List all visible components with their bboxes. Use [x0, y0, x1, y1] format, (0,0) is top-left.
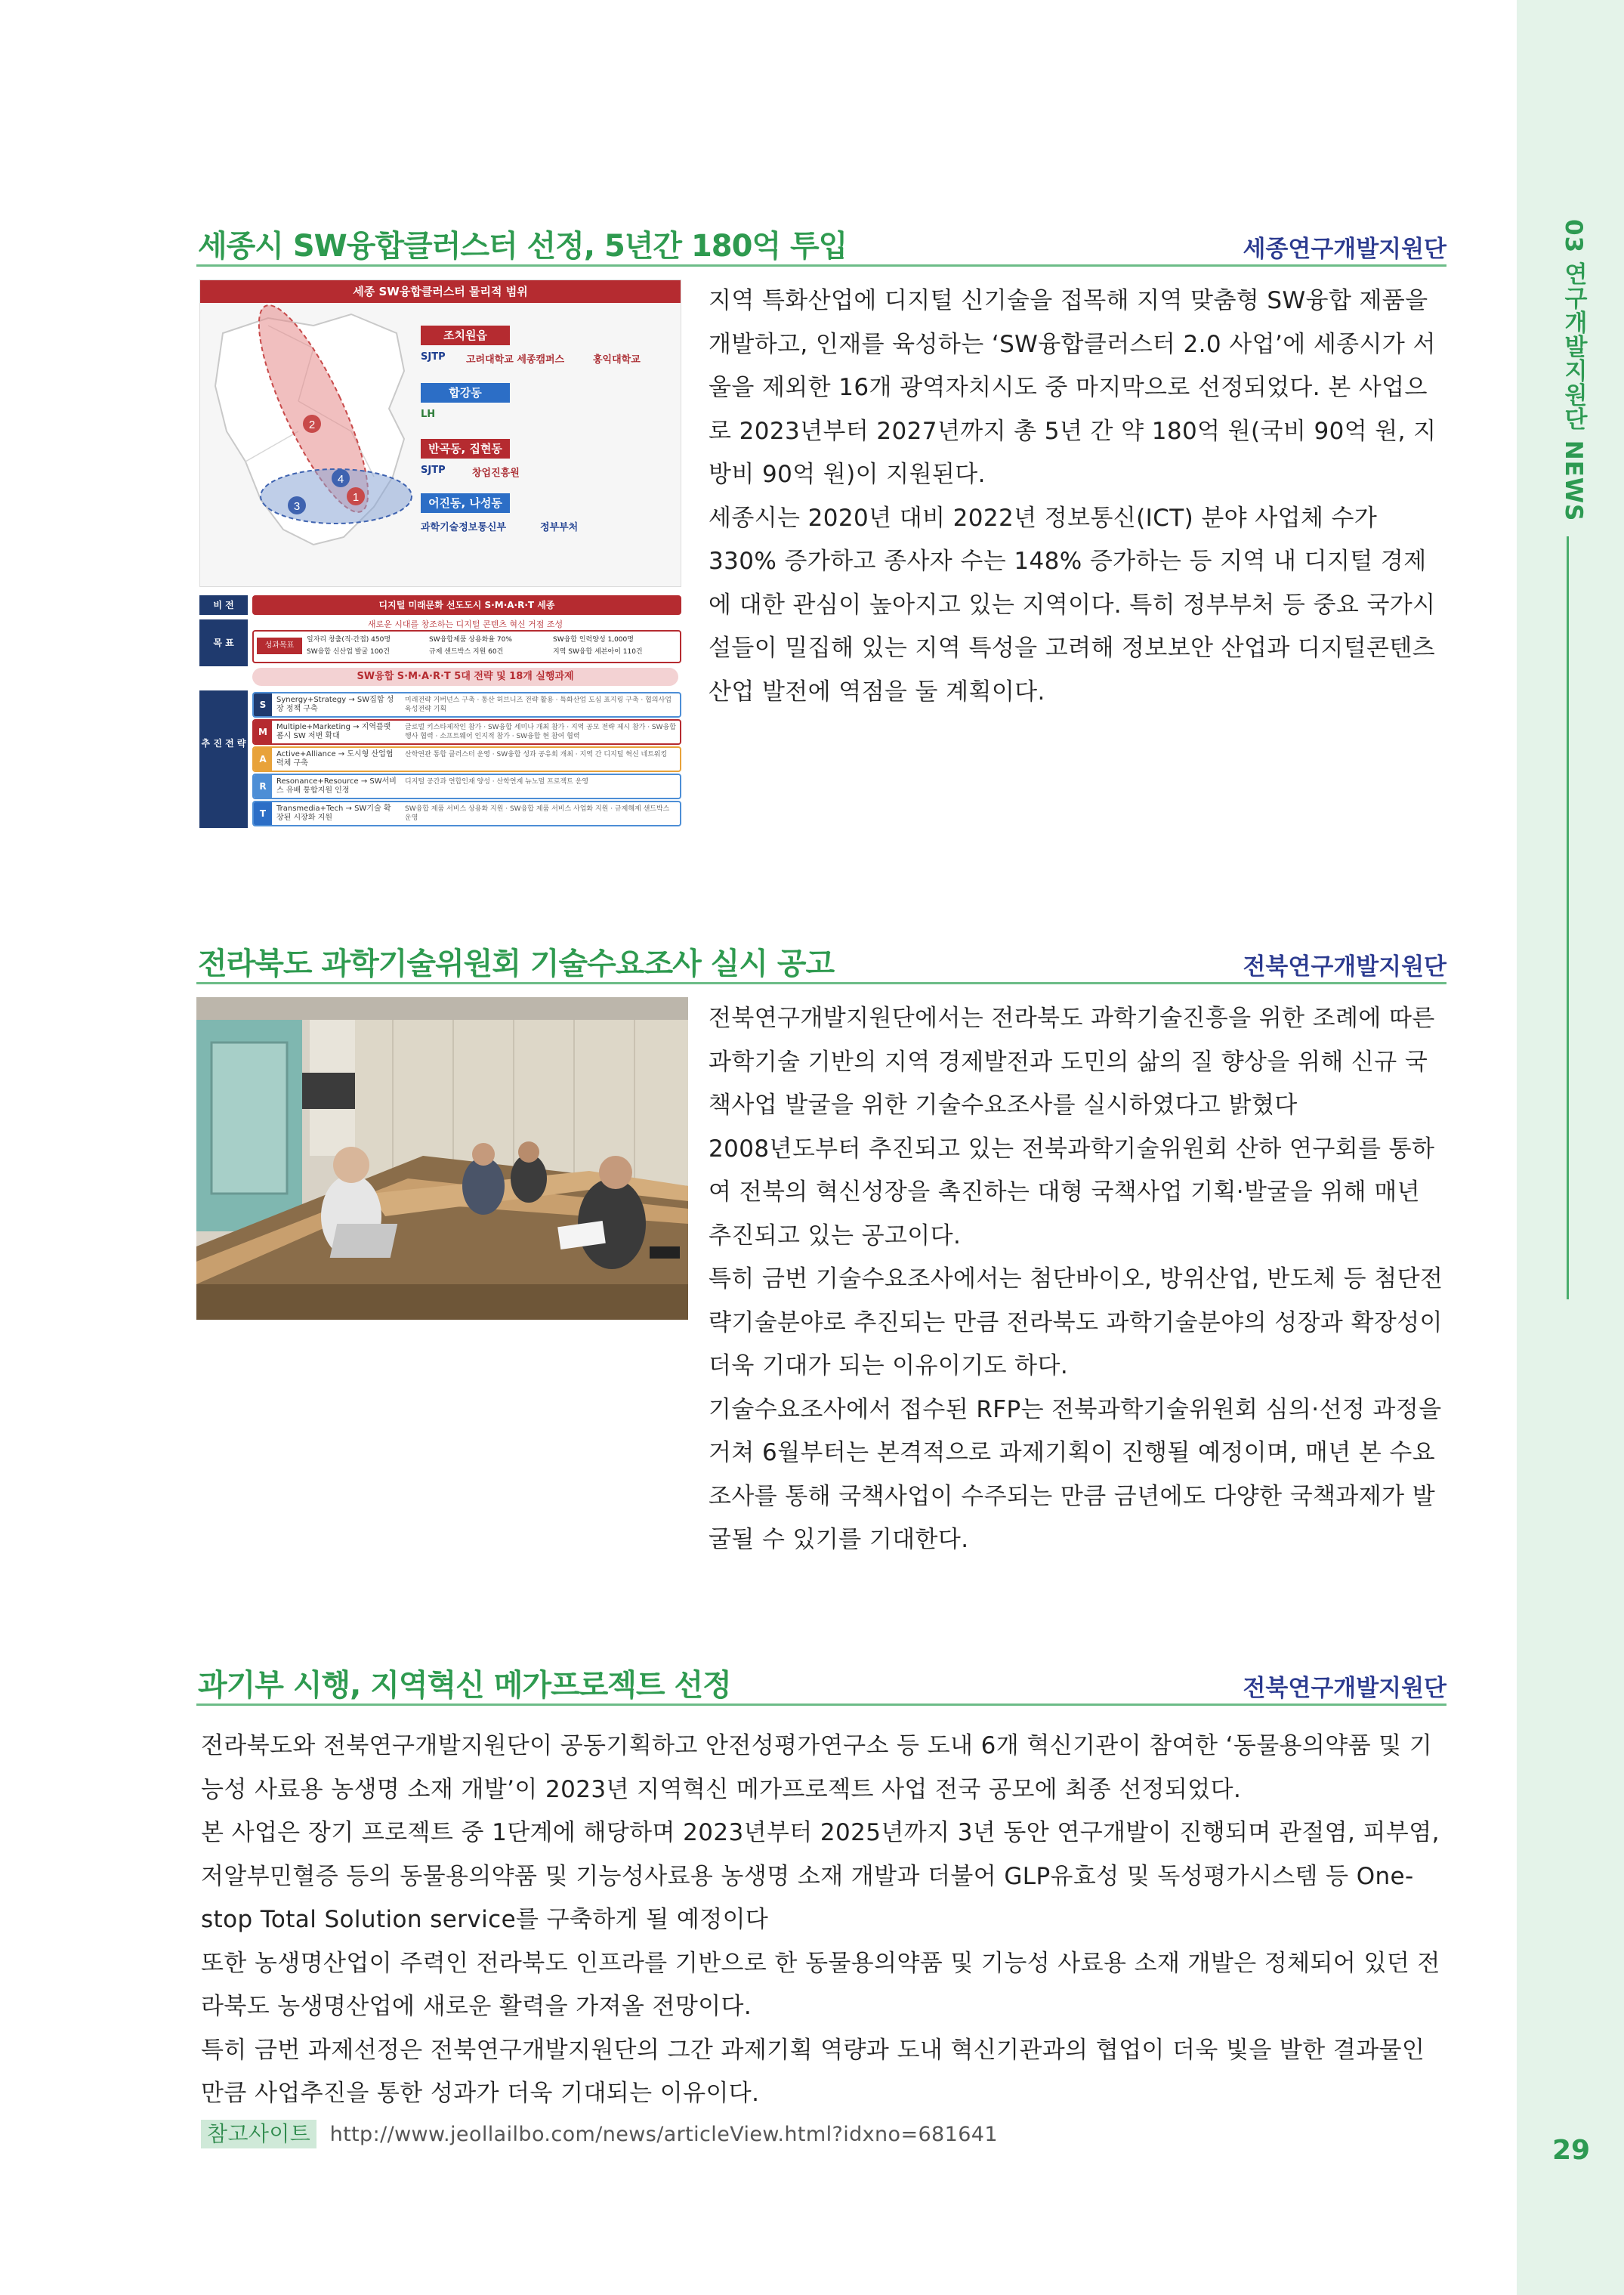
strategy-name: Multiple+Marketing → 지역플랫폼시 SW 저변 확대	[276, 723, 391, 740]
meeting-photo-illustration	[196, 997, 688, 1320]
page-number: 29	[1551, 2135, 1591, 2166]
reference-link[interactable]: http://www.jeollailbo.com/news/articleView.html?idxno=681641	[329, 2122, 998, 2146]
strategy-letter: T	[254, 802, 272, 825]
strategy-row-t	[252, 801, 681, 826]
side-divider	[1567, 536, 1569, 1299]
strategy-tasks: 산학연관 통합 클러스터 운영 · SW융합 성과 공유회 개최 · 지역 간 디지털 혁신 네트워킹	[405, 751, 668, 758]
paragraph: 전북연구개발지원단에서는 전라북도 과학기술진흥을 위한 조례에 따른 과학기술 기반의 지역 경제발전과 도민의 삶의 질 향상을 위해 신규 국책사업 발굴을 위한 기술수요조사를 실시하였다고 밝혔다	[709, 1005, 1435, 1119]
paragraph: 또한 농생명산업이 주력인 전라북도 인프라를 기반으로 한 동물용의약품 및 기능성 사료용 소재 개발은 정체되어 있던 전라북도 농생명산업에 새로운 활력을 가져올 전망이다.	[201, 1949, 1440, 2020]
reference-line	[201, 2119, 1446, 2150]
article-org: 전북연구개발지원단	[1243, 1675, 1446, 1702]
marker-3-label: 3	[293, 500, 301, 513]
article-sejong	[196, 219, 1446, 846]
strategy-letter: A	[254, 748, 272, 771]
marker-1-label: 1	[352, 491, 360, 504]
paragraph: 특히 금번 과제선정은 전북연구개발지원단의 그간 과제기획 역량과 도내 혁신기관과의 협업이 더욱 빛을 발한 결과물인만큼 사업추진을 통한 성과가 더욱 기대되는 이유이다.	[201, 2036, 1425, 2107]
zone-1-logo-b: 고려대학교 세종캠퍼스	[466, 354, 565, 366]
goal-box-label: 성과목표	[257, 638, 302, 654]
map-title: 세종 SW융합클러스터 물리적 범위	[200, 280, 681, 303]
strategy-tasks: 미래전략 거버넌스 구축 · 통산 허브니즈 전략 활용 · 특화산업 도심 표지링 구축 · 협의사업 육성전략 기획	[405, 697, 672, 713]
goal-item: 지역 SW융합 세븐아이 110건	[553, 648, 643, 656]
strategy-name: Transmedia+Tech → SW기술 확장된 시장화 지원	[276, 805, 391, 822]
goal-tag: 목 표	[199, 619, 248, 666]
goal-box	[252, 630, 681, 663]
zone-3-logo-b: 창업진흥원	[472, 468, 520, 479]
paragraph: 전라북도와 전북연구개발지원단이 공동기획하고 안전성평가연구소 등 도내 6개 혁신기관이 참여한 ‘동물용의약품 및 기능성 사료용 농생명 소재 개발’이 2023년 지역혁신 메가프로젝트 사업 전국 공모에 최종 선정되었다.	[201, 1732, 1433, 1803]
zone-label-2: 합강동	[421, 383, 510, 403]
article-org: 세종연구개발지원단	[1243, 236, 1446, 263]
cluster-map-panel	[199, 280, 681, 587]
paragraph: 2008년도부터 추진되고 있는 전북과학기술위원회 산하 연구회를 통하여 전북의 혁신성장을 촉진하는 대형 국책사업 기획·발굴을 위해 매년 추진되고 있는 공고이다.	[709, 1135, 1435, 1249]
strategy-row-r	[252, 774, 681, 799]
zone-label-3: 반곡동, 집현동	[421, 439, 510, 459]
goal-item: 일자리 창출(직·간접) 450명	[307, 636, 391, 644]
strategy-panel	[199, 595, 680, 828]
paragraph: 특히 금번 기술수요조사에서는 첨단바이오, 방위산업, 반도체 등 첨단전략기술분야로 추진되는 만큼 전라북도 과학기술분야의 성장과 확장성이 더욱 기대가 되는 이유이기도 하다.	[709, 1265, 1443, 1379]
side-section-label: 03 연구개발지원단 NEWS	[1560, 219, 1587, 522]
article-title: 전라북도 과학기술위원회 기술수요조사 실시 공고	[198, 947, 835, 981]
strategy-letter: M	[254, 721, 272, 743]
zone-4-logo-a: 과학기술정보통신부	[421, 522, 507, 533]
article-header	[196, 219, 1446, 267]
article-header	[196, 937, 1446, 984]
goal-item: 규제 샌드박스 지원 60건	[429, 648, 504, 656]
article-body	[709, 997, 1446, 1562]
zone-4-logo-b: 정부부처	[540, 522, 579, 533]
strategy-tag: 추 진 전 략	[199, 690, 248, 828]
article-title: 세종시 SW융합클러스터 선정, 5년간 180억 투입	[198, 229, 848, 264]
article-title: 과기부 시행, 지역혁신 메가프로젝트 선정	[198, 1668, 731, 1703]
zone-1-logo-a: SJTP	[421, 351, 446, 363]
marker-4-label: 4	[337, 473, 344, 486]
strategy-banner: SW융합 S·M·A·R·T 5대 전략 및 18개 실행과제	[252, 668, 678, 686]
paragraph: 기술수요조사에서 접수된 RFP는 전북과학기술위원회 심의·선정 과정을 거쳐 6월부터는 본격적으로 과제기획이 진행될 예정이며, 매년 본 수요조사를 통해 국책사업이 수주되는 만큼 금년에도 다양한 국책과제가 발굴될 수 있기를 기대한다.	[709, 1395, 1442, 1553]
meeting-photo	[196, 997, 688, 1320]
strategy-name: Active+Alliance → 도시형 산업협력체 구축	[276, 750, 394, 768]
vision-bar: 디지털 미래문화 선도도시 S·M·A·R·T 세종	[252, 595, 681, 615]
goal-item: SW융합 인력양성 1,000명	[553, 636, 634, 644]
article-body	[201, 1725, 1446, 2150]
goal-item: SW융합 신산업 발굴 100건	[307, 648, 390, 656]
vision-tag: 비 전	[199, 595, 248, 615]
strategy-letter: R	[254, 775, 272, 798]
strategy-tasks: 디지털 공간과 연합인재 양성 · 산학연계 뉴노멀 프로젝트 운영	[405, 778, 589, 786]
strategy-tasks: 글로벌 키스타제작인 참가 · SW융합 세미나 개최 참가 · 지역 공모 전략 제시 참가 · SW융합 행사 협력 · 소프트웨어 인지적 참가 · SW융합 현 참여 협력	[405, 724, 676, 740]
goal-subtitle: 새로운 시대를 창조하는 디지털 콘텐츠 혁신 거점 조성	[367, 619, 563, 629]
article-body	[709, 280, 1446, 714]
zone-label-4: 어진동, 나성동	[421, 493, 510, 513]
strategy-letter: S	[254, 693, 272, 716]
marker-2-label: 2	[308, 419, 316, 431]
paragraph: 지역 특화산업에 디지털 신기술을 접목해 지역 맞춤형 SW융합 제품을 개발하고, 인재를 육성하는 ‘SW융합클러스터 2.0 사업’에 세종시가 서울을 제외한 16개 광역자치시도 중 마지막으로 선정되었다. 본 사업으로 2023년부터 2027년까지 총 5년 간 약 180억 원(국비 90억 원, 지방비 90억 원)이 지원된다.	[709, 287, 1437, 488]
strategy-name: Resonance+Resource → SW서비스 유배 통합지원 인정	[276, 777, 397, 795]
zone-2-logo: LH	[421, 409, 436, 420]
paragraph: 세종시는 2020년 대비 2022년 정보통신(ICT) 분야 사업체 수가 330% 증가하고 종사자 수는 148% 증가하는 등 지역 내 디지털 경제에 대한 관심이 높아지고 있는 지역이다. 특히 정부부처 등 중요 국가시설들이 밀집해 있는 지역 특성을 고려해 정보보안 산업과 디지털콘텐츠 산업 발전에 역점을 둘 계획이다.	[709, 504, 1436, 706]
article-mega-project	[196, 1658, 1446, 2179]
strategy-row-s	[252, 692, 681, 718]
paragraph: 본 사업은 장기 프로젝트 중 1단계에 해당하며 2023년부터 2025년까지 3년 동안 연구개발이 진행되며 관절염, 피부염, 저알부민혈증 등의 동물용의약품 및 기능성사료용 농생명 소재 개발과 더불어 GLP유효성 및 독성평가시스템 등 One-stop Total Solution service를 구축하게 될 예정이다	[201, 1819, 1440, 1933]
article-org: 전북연구개발지원단	[1243, 953, 1446, 981]
article-header	[196, 1658, 1446, 1706]
goal-item: SW융합제품 상용화율 70%	[429, 636, 512, 644]
article-jeonbuk-survey	[196, 937, 1446, 1579]
strategy-row-a	[252, 746, 681, 772]
zone-label-1: 조치원읍	[421, 326, 510, 345]
strategy-name: Synergy+Strategy → SW집합 성장 정책 구축	[276, 696, 394, 713]
strategy-tasks: SW융합 제품 서비스 상용화 지원 · SW융합 제품 서비스 사업화 지원 · 규제해제 샌드박스 운영	[405, 805, 670, 822]
sw-cluster-infographic	[199, 280, 680, 828]
zone-3-logo-a: SJTP	[421, 465, 446, 476]
reference-tag: 참고사이트	[201, 2120, 316, 2148]
zone-1-logo-c: 홍익대학교	[593, 354, 641, 366]
strategy-row-m	[252, 719, 681, 745]
